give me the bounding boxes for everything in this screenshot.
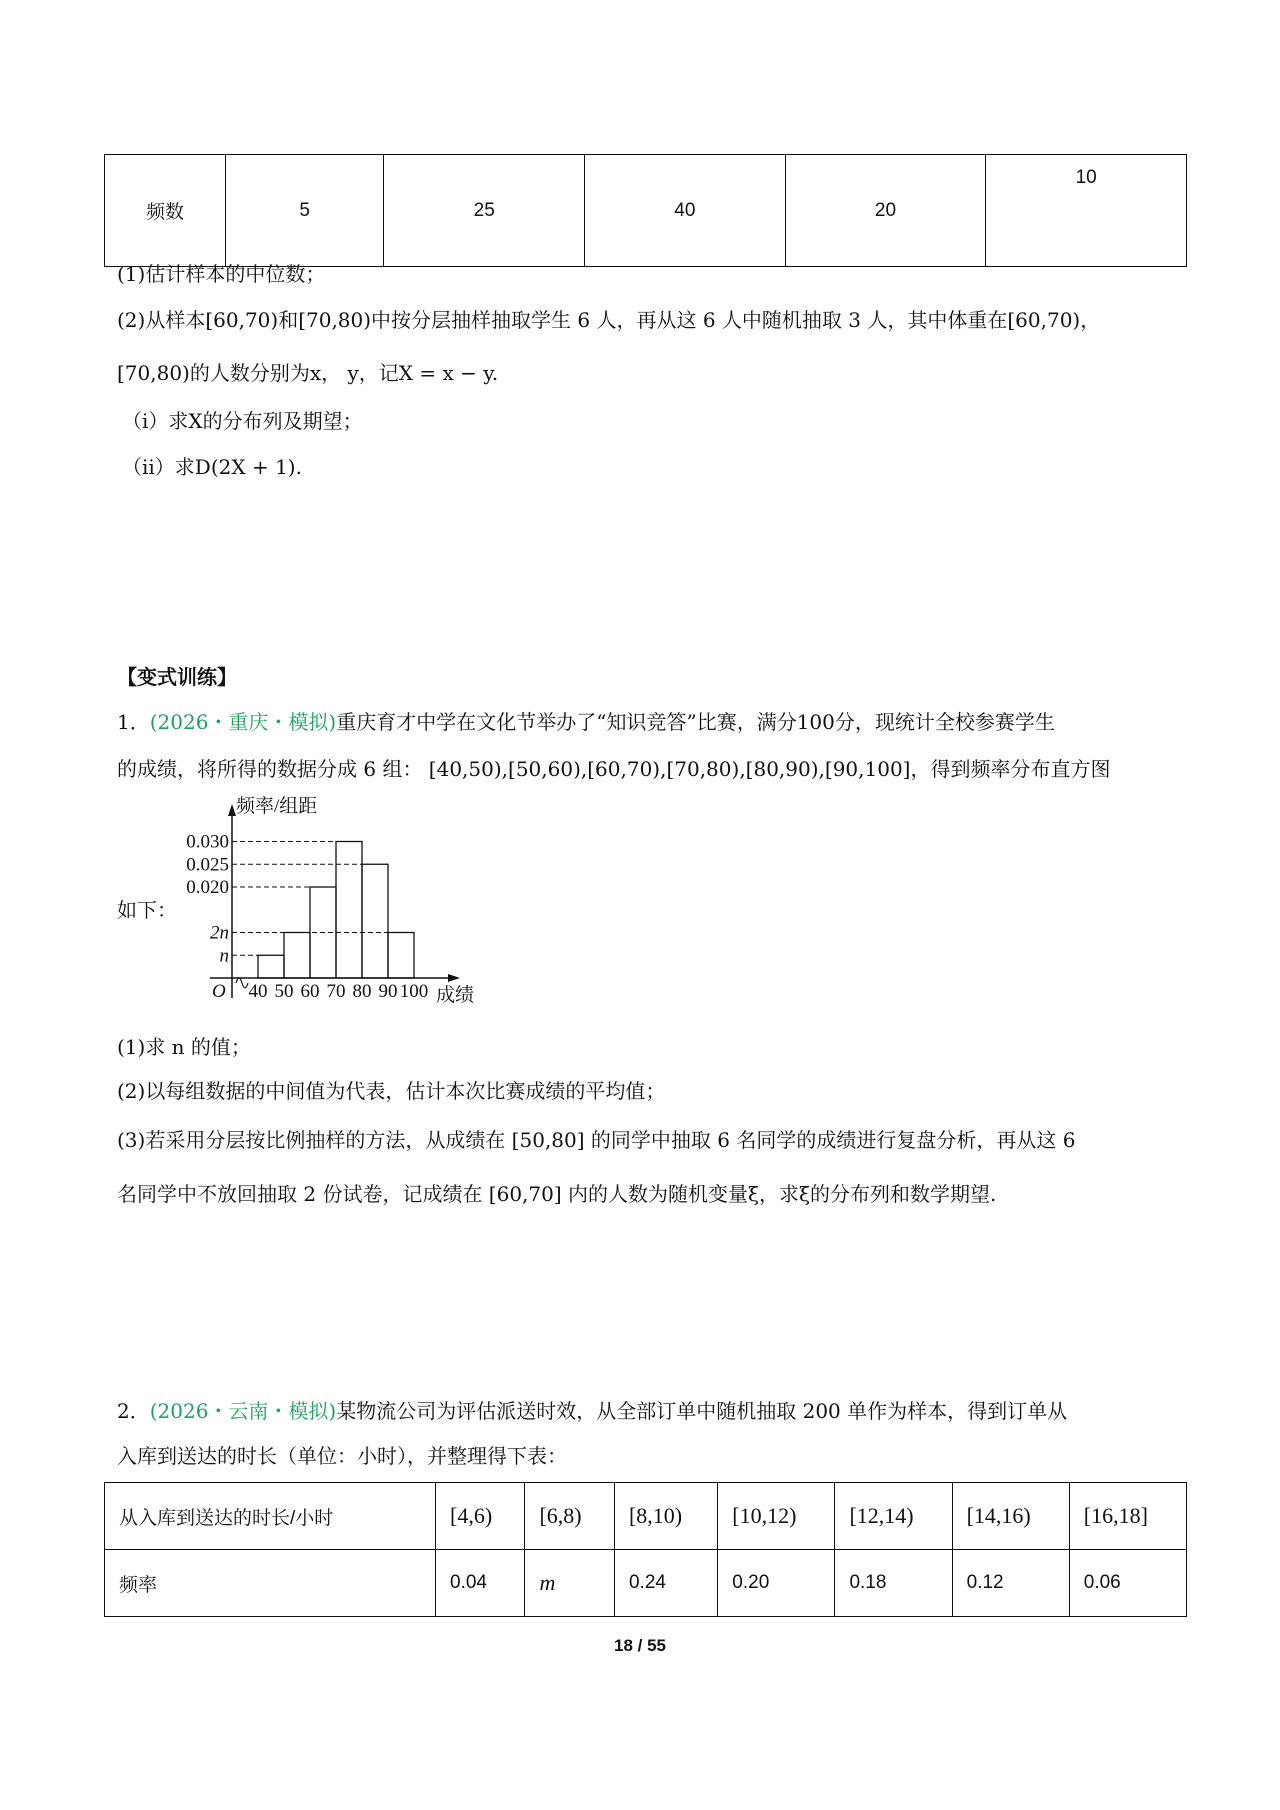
histogram-bar: [258, 955, 284, 978]
q2-line2: 入库到送达的时长（单位：小时），并整理得下表：: [117, 1444, 567, 1468]
q1-sub3: (3)若采用分层按比例抽样的方法，从成绩在 [50,80] 的同学中抽取 6 名同学的成绩进行复盘分析，再从这 6: [117, 1128, 1076, 1152]
header-cell: [4,6): [436, 1483, 525, 1550]
q1-number: 1．: [117, 710, 150, 734]
frequency-count-table: [104, 154, 1187, 267]
q1-sub2: (2)以每组数据的中间值为代表，估计本次比赛成绩的平均值；: [117, 1079, 666, 1103]
table-cell: 0.20: [718, 1550, 835, 1617]
q1-line1: [117, 706, 1055, 735]
row-label: 频数: [105, 155, 226, 267]
q2-source: (2026・云南・模拟): [149, 1399, 337, 1423]
header-cell: 从入库到送达的时长/小时: [105, 1483, 436, 1550]
q2-text: 某物流公司为评估派送时效，从全部订单中随机抽取 200 单作为样本，得到订单从: [336, 1399, 1068, 1423]
header-cell: [6,8): [525, 1483, 614, 1550]
delivery-time-table: [104, 1482, 1187, 1617]
table-cell: 0.06: [1069, 1550, 1186, 1617]
histogram-chart: [180, 796, 510, 1011]
page-number: 18 / 55: [614, 1636, 666, 1655]
y-tick-label: 0.030: [186, 831, 229, 853]
q1-source: (2026・重庆・模拟): [149, 710, 337, 734]
x-axis-label: 成绩: [436, 985, 475, 1006]
q2-line1: [117, 1395, 1067, 1424]
table-cell: m: [525, 1550, 614, 1617]
table-cell: 0.18: [835, 1550, 952, 1617]
table-cell: 10: [986, 155, 1187, 267]
table-cell: 40: [585, 155, 786, 267]
x-tick-label: 90: [378, 981, 398, 1002]
x-tick-label: 40: [248, 981, 268, 1002]
q1-text: 重庆育才中学在文化节举办了“知识竞答”比赛，满分100分，现统计全校参赛学生: [336, 710, 1055, 734]
x-axis-arrow-icon: [448, 974, 460, 982]
q1-sub1: (1)求 n 的值；: [117, 1035, 251, 1059]
y-tick-label: 2n: [210, 922, 229, 944]
question-part-2-cont: [70,80)的人数分别为x， y，记X = x − y.: [117, 361, 499, 385]
header-cell: [8,10): [614, 1483, 717, 1550]
header-cell: [16,18]: [1069, 1483, 1186, 1550]
q1-line3: 如下：: [117, 898, 177, 922]
axis-break-icon: [236, 978, 248, 988]
table-row: [105, 1550, 1187, 1617]
x-tick-label: 70: [326, 981, 346, 1002]
question-subpart-ii: （ii）求D(2X + 1).: [122, 455, 302, 479]
row-label: 频率: [105, 1550, 436, 1617]
histogram-bar: [336, 842, 362, 979]
histogram-bar: [362, 864, 388, 978]
y-axis-arrow-icon: [228, 804, 236, 816]
header-cell: [14,16): [952, 1483, 1069, 1550]
x-tick-label: 50: [274, 981, 294, 1002]
q1-line2: 的成绩，将所得的数据分成 6 组： [40,50),[50,60),[60,70),[70,80),[80,90),[90,100]，得到频率分布直方图: [117, 757, 1111, 781]
question-part-2: (2)从样本[60,70)和[70,80)中按分层抽样抽取学生 6 人，再从这 6 人中随机抽取 3 人，其中体重在[60,70)，: [117, 308, 1101, 332]
y-tick-label: n: [219, 945, 229, 967]
question-subpart-i: （i）求X的分布列及期望；: [122, 409, 363, 433]
y-tick-label: 0.025: [186, 854, 229, 876]
x-tick-label: 100: [399, 981, 429, 1002]
y-tick-label: 0.020: [186, 877, 229, 898]
histogram-bar: [388, 933, 414, 979]
table-cell: 5: [226, 155, 384, 267]
question-part-1: (1)估计样本的中位数；: [117, 262, 326, 286]
table-cell: 0.24: [614, 1550, 717, 1617]
q1-sub3-cont: 名同学中不放回抽取 2 份试卷，记成绩在 [60,70] 内的人数为随机变量ξ，求ξ的分布列和数学期望.: [117, 1182, 997, 1206]
x-tick-label: 80: [352, 981, 372, 1002]
table-cell: 0.12: [952, 1550, 1069, 1617]
table-cell: 0.04: [436, 1550, 525, 1617]
table-header-row: [105, 1483, 1187, 1550]
header-cell: [12,14): [835, 1483, 952, 1550]
x-tick-label: 60: [300, 981, 320, 1002]
histogram-bar: [284, 933, 310, 979]
section-title: 【变式训练】: [117, 665, 237, 689]
table-cell: 20: [785, 155, 986, 267]
header-cell: [10,12): [718, 1483, 835, 1550]
origin-label: O: [212, 981, 226, 1002]
table-cell: 25: [384, 155, 585, 267]
y-axis-label: 频率/组距: [236, 796, 318, 817]
q2-number: 2．: [117, 1399, 150, 1423]
table-row: [105, 155, 1187, 267]
